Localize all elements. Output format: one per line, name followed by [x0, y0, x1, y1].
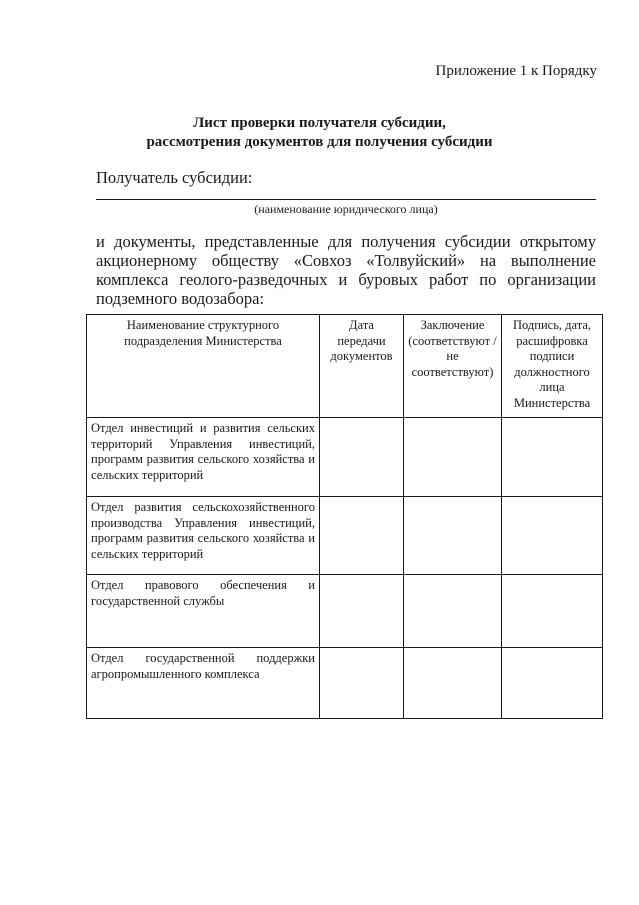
- transfer-date-cell: [320, 497, 404, 575]
- header-signature: Подпись, дата, расшифровка подписи должностного лица Министерства: [502, 315, 603, 418]
- title-line-2: рассмотрения документов для получения субсидии: [146, 134, 493, 150]
- intro-paragraph: и документы, представленные для получения субсидии открытому акционерному обществу «Совхоз «Толвуйский» на выполнение комплекса геолого-разведочных и буровых работ по организации подземного водозабора:: [96, 232, 596, 308]
- annex-label: Приложение 1 к Порядку: [435, 63, 597, 79]
- transfer-date-cell: [320, 648, 404, 719]
- header-conclusion: Заключение (соответствуют / не соответствуют): [404, 315, 502, 418]
- signature-cell: [502, 497, 603, 575]
- conclusion-cell: [404, 648, 502, 719]
- transfer-date-cell: [320, 575, 404, 648]
- recipient-caption: (наименование юридического лица): [254, 202, 438, 216]
- signature-cell: [502, 575, 603, 648]
- signature-cell: [502, 648, 603, 719]
- department-cell: Отдел развития сельскохозяйственного производства Управления инвестиций, программ развития сельского хозяйства и сельских территорий: [87, 497, 320, 575]
- department-cell: Отдел правового обеспечения и государственной службы: [87, 575, 320, 648]
- transfer-date-cell: [320, 418, 404, 497]
- header-department: Наименование структурного подразделения Министерства: [87, 315, 320, 418]
- checklist-table: [86, 314, 603, 719]
- conclusion-cell: [404, 575, 502, 648]
- table-row: [87, 648, 603, 719]
- document-title: [0, 114, 639, 152]
- department-cell: Отдел инвестиций и развития сельских территорий Управления инвестиций, программ развития сельского хозяйства и сельских территорий: [87, 418, 320, 497]
- table-row: [87, 418, 603, 497]
- conclusion-cell: [404, 418, 502, 497]
- signature-cell: [502, 418, 603, 497]
- recipient-fill-line: [96, 199, 596, 200]
- table-row: [87, 497, 603, 575]
- title-line-1: Лист проверки получателя субсидии,: [193, 115, 446, 131]
- department-cell: Отдел государственной поддержки агропромышленного комплекса: [87, 648, 320, 719]
- table-header-row: [87, 315, 603, 418]
- table-row: [87, 575, 603, 648]
- header-transfer-date: Дата передачи документов: [320, 315, 404, 418]
- recipient-label: Получатель субсидии:: [96, 168, 253, 187]
- conclusion-cell: [404, 497, 502, 575]
